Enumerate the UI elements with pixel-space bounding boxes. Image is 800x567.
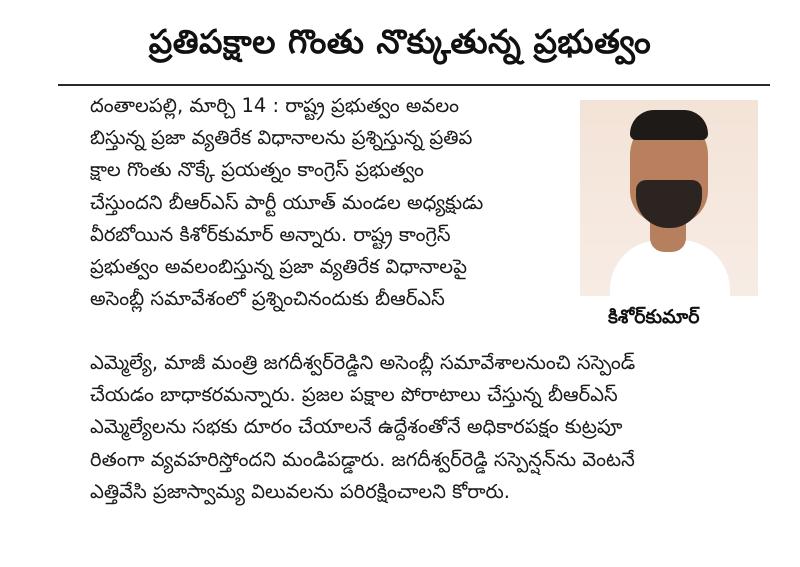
cutoff-text xyxy=(60,0,66,9)
person-photo xyxy=(580,100,758,296)
body-line: రితంగా వ్యవహరిస్తోందని మండిపడ్డారు. జగదీశ్వర్‌రెడ్డి సస్పెన్షన్‌ను వెంటనే xyxy=(90,447,635,471)
previous-article-cutoff xyxy=(0,0,800,12)
photo-beard xyxy=(636,180,702,228)
headline-divider xyxy=(58,84,770,86)
body-line: క్షాల గొంతు నొక్కే ప్రయత్నం కాంగ్రెస్ ప్రభుత్వం xyxy=(90,158,424,182)
article-body-full xyxy=(90,347,790,508)
body-line: బిస్తున్న ప్రజా వ్యతిరేక విధానాలను ప్రశ్నిస్తున్న ప్రతిప xyxy=(90,126,473,150)
body-line: ఎమ్మెల్యేలను సభకు దూరం చేయాలనే ఉద్దేశంతోనే అధికారపక్షం కుట్రపూ xyxy=(90,415,623,439)
photo-hair xyxy=(630,110,708,140)
body-line: దంతాలపల్లి, మార్చి 14 : రాష్ట్ర ప్రభుత్వం అవలం xyxy=(90,94,460,117)
article-body-narrow xyxy=(90,90,570,315)
body-line: ప్రభుత్వం అవలంబిస్తున్న ప్రజా వ్యతిరేక విధానాలపై xyxy=(90,255,467,279)
body-line: వీరబోయిన కిశోర్‌కుమార్ అన్నారు. రాష్ట్ర కాంగ్రెస్ xyxy=(90,222,451,246)
body-line: ఎత్తివేసి ప్రజాస్వామ్య విలువలను పరిరక్షించాలని కోరారు. xyxy=(90,479,510,503)
body-line: చేయడం బాధాకరమన్నారు. ప్రజల పక్షాల పోరాటాలు చేస్తున్న బీఆర్ఎస్ xyxy=(90,383,618,407)
body-line: చేస్తుందని బీఆర్ఎస్ పార్టీ యూత్ మండల అధ్యక్షుడు xyxy=(90,190,484,214)
body-line: ఎమ్మెల్యే, మాజీ మంత్రి జగదీశ్వర్‌రెడ్డిని అసెంబ్లీ సమావేశాలనుంచి సస్పెండ్ xyxy=(90,351,636,374)
body-line: అసెంబ్లీ సమావేశంలో ప్రశ్నించినందుకు బీఆర్ఎస్ xyxy=(90,287,445,311)
photo-caption: కిశోర్‌కుమార్ xyxy=(608,306,700,328)
article-headline: ప్రతిపక్షాల గొంతు నొక్కుతున్న ప్రభుత్వం xyxy=(148,22,652,61)
